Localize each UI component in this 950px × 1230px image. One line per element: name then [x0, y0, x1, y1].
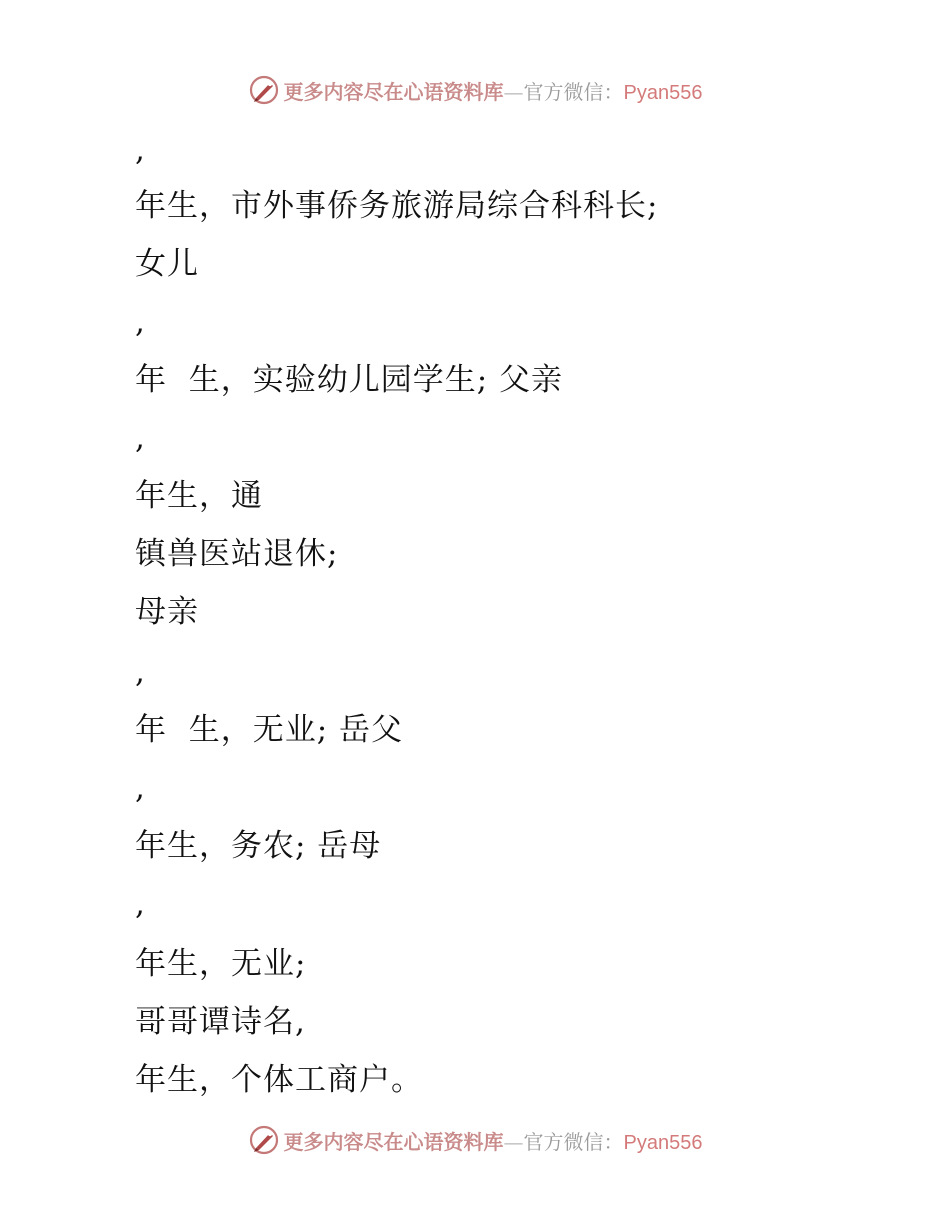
body-line: 年生，通	[135, 478, 263, 514]
body-line: 年 生，无业; 岳父	[135, 712, 404, 748]
header-banner-content	[248, 74, 703, 106]
body-line: 镇兽医站退休;	[135, 536, 339, 572]
header-banner	[0, 70, 950, 110]
body-line: ,	[135, 304, 146, 340]
banner-main-text: 更多内容尽在心语资料库	[283, 1129, 504, 1154]
footer-banner	[0, 1120, 950, 1160]
header-banner-text	[284, 76, 703, 105]
body-line: 年生，务农; 岳母	[135, 828, 382, 864]
body-line: ,	[135, 654, 146, 690]
body-line: ,	[135, 886, 146, 922]
body-line: ,	[135, 770, 146, 806]
body-line: ,	[135, 132, 146, 168]
body-line: 年生，无业;	[135, 946, 307, 982]
body-line: ,	[135, 420, 146, 456]
banner-separator: —	[503, 1129, 524, 1154]
footer-banner-text	[284, 1126, 703, 1155]
banner-main-text: 更多内容尽在心语资料库	[283, 79, 504, 104]
body-line: 年生，市外事侨务旅游局综合科科长;	[135, 188, 659, 224]
banner-wechat-label: 官方微信：	[523, 79, 624, 104]
quill-pen-icon	[248, 1124, 280, 1156]
banner-wechat-id: Pyan556	[623, 81, 703, 104]
banner-separator: —	[503, 79, 524, 104]
footer-banner-content	[248, 1124, 703, 1156]
quill-pen-icon	[248, 74, 280, 106]
body-line: 哥哥谭诗名,	[135, 1004, 306, 1040]
body-line: 年生，个体工商户。	[135, 1062, 423, 1098]
body-line: 年 生，实验幼儿园学生; 父亲	[135, 362, 564, 398]
body-line: 女儿	[135, 246, 199, 282]
banner-wechat-id: Pyan556	[623, 1131, 703, 1154]
banner-wechat-label: 官方微信：	[523, 1129, 624, 1154]
body-line: 母亲	[135, 594, 199, 630]
